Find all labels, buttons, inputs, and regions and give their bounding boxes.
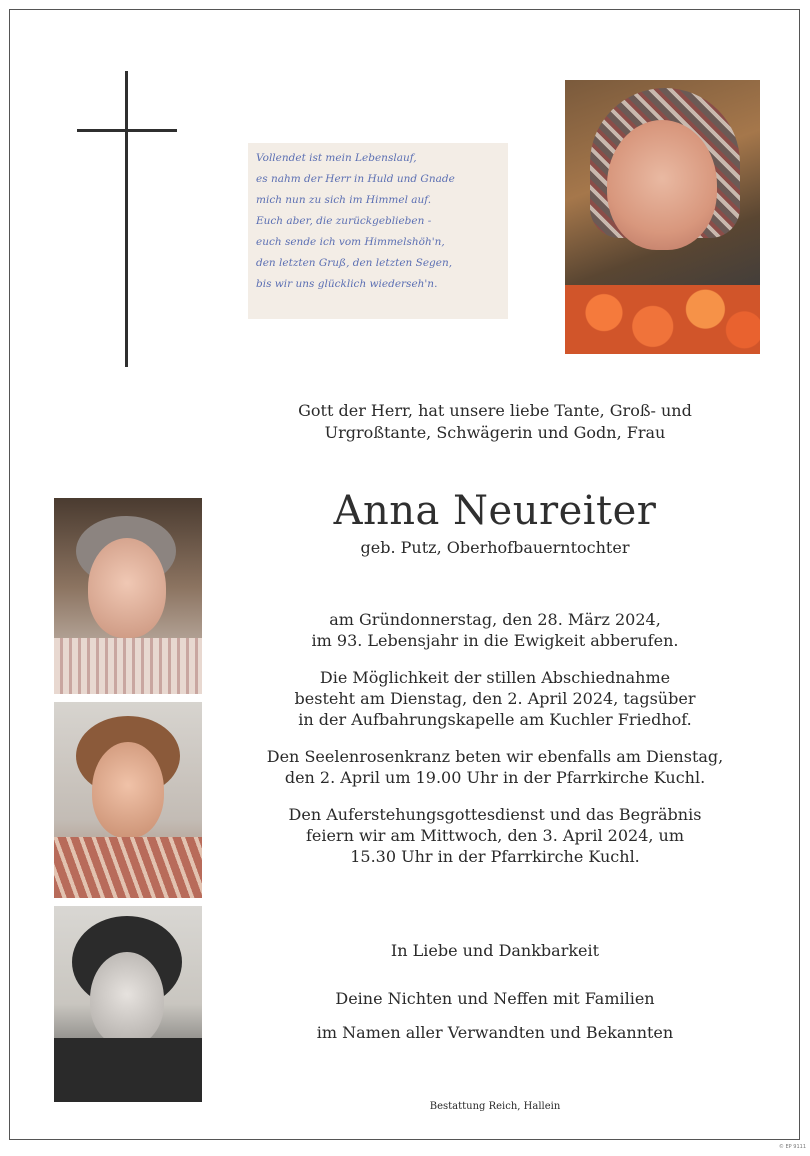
intro-text (250, 400, 740, 444)
paragraph-line: am Gründonnerstag, den 28. März 2024, (329, 610, 661, 629)
poem-line: euch sende ich vom Himmelshöh'n, (256, 236, 445, 248)
paragraph-line: in der Aufbahrungskapelle am Kuchler Friedhof. (298, 710, 692, 729)
funeral-paragraph (250, 804, 740, 867)
intro-line-2: Urgroßtante, Schwägerin und Godn, Frau (324, 423, 666, 442)
intro-line-1: Gott der Herr, hat unsere liebe Tante, Groß- und (298, 401, 692, 420)
poem-line: bis wir uns glücklich wiederseh'n. (256, 278, 438, 290)
paragraph-line: Die Möglichkeit der stillen Abschiednahme (319, 668, 671, 687)
paragraph-line: besteht am Dienstag, den 2. April 2024, tagsüber (294, 689, 696, 708)
print-code: © EP 9111 (778, 1144, 806, 1150)
paragraph-line: im 93. Lebensjahr in die Ewigkeit abberufen. (311, 631, 679, 650)
paragraph-line: Den Seelenrosenkranz beten wir ebenfalls am Dienstag, (266, 747, 724, 766)
paragraph-line: 15.30 Uhr in der Pfarrkirche Kuchl. (350, 847, 640, 866)
roses-bouquet (565, 285, 760, 354)
portrait-photo-older (54, 498, 202, 694)
poem-line: den letzten Gruß, den letzten Segen, (256, 257, 453, 269)
paragraph-line: feiern wir am Mittwoch, den 3. April 2024, um (305, 826, 685, 845)
rosary-paragraph (250, 746, 740, 788)
funeral-home-footer: Bestattung Reich, Hallein (429, 1101, 561, 1112)
main-portrait-photo (565, 80, 760, 354)
farewell-paragraph (250, 667, 740, 730)
poem-line: Euch aber, die zurückgeblieben - (256, 215, 432, 227)
deceased-name: Anna Neureiter (333, 488, 657, 534)
maiden-name-subtitle: geb. Putz, Oberhofbauerntochter (360, 538, 630, 557)
handwritten-poem (248, 143, 508, 319)
closing-family-1: Deine Nichten und Neffen mit Familien (335, 989, 655, 1008)
closing-family-2: im Namen aller Verwandten und Bekannten (316, 1023, 674, 1042)
poem-line: mich nun zu sich im Himmel auf. (256, 194, 432, 206)
paragraph-line: den 2. April um 19.00 Uhr in der Pfarrkirche Kuchl. (284, 768, 706, 787)
closing-love: In Liebe und Dankbarkeit (390, 941, 600, 960)
portrait-photo-young (54, 906, 202, 1102)
paragraph-line: Den Auferstehungsgottesdienst und das Begräbnis (288, 805, 702, 824)
death-date-paragraph (250, 609, 740, 651)
poem-line: Vollendet ist mein Lebenslauf, (256, 152, 417, 164)
poem-line: es nahm der Herr in Huld und Gnade (256, 173, 455, 185)
portrait-photo-middle (54, 702, 202, 898)
